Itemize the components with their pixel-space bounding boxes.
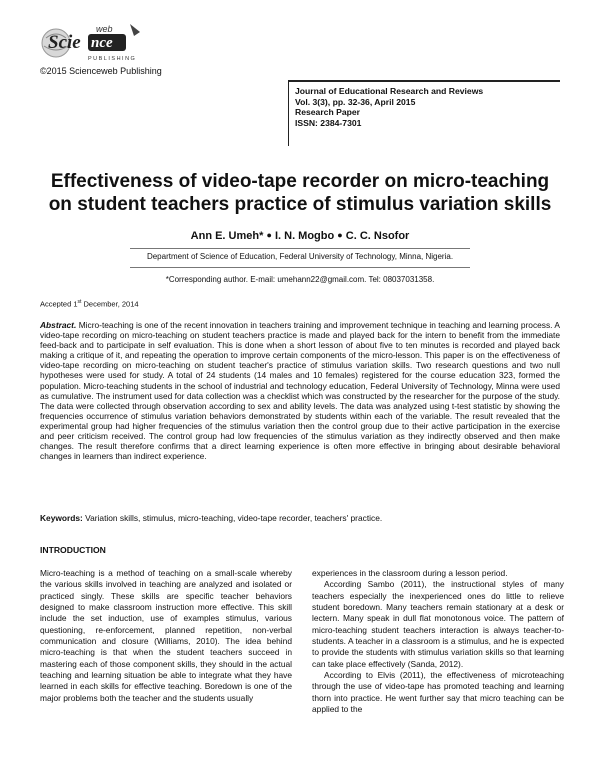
svg-text:Scie: Scie: [48, 32, 81, 53]
svg-text:web: web: [96, 24, 113, 34]
box-left-rule: [288, 80, 289, 146]
article-type: Research Paper: [295, 107, 360, 117]
body-column-left: [40, 568, 292, 704]
author-separator: ●: [337, 230, 343, 240]
divider-middle: [130, 267, 470, 268]
body-paragraph: Micro-teaching is a method of teaching on a small-scale whereby the various skills involved in teaching are analyzed and isolated or practiced singly. These skills are specific teacher behaviors designed to make classroom instruction more effective. This skill include the set induction, use of examples stimulus, various questioning, re-enforcement, planned repetition, non-verbal communication and closure (Williams, 2010). The idea behind micro-teaching is that when the student teachers succeed in mastering each of those component skills, they should in the actual teaching and learning situation be able to integrate what they have learned in each skills for effective teaching. Boredown is one of the major problems both the teacher and the students usually: [40, 568, 292, 703]
author-list: [40, 230, 560, 242]
author-3: C. C. Nsofor: [345, 230, 410, 242]
svg-text:PUBLISHING: PUBLISHING: [88, 56, 137, 62]
abstract: [40, 320, 560, 461]
scienceweb-logo: [38, 18, 158, 64]
title-line-2: on student teachers practice of stimulus variation skills: [48, 194, 552, 215]
body-column-right: [312, 568, 564, 715]
copyright-notice: ©2015 Scienceweb Publishing: [40, 66, 162, 76]
keywords-text: Variation skills, stimulus, micro-teaching, video-tape recorder, teachers' practice.: [85, 513, 383, 523]
journal-info-box: [288, 80, 560, 146]
title-line-1: Effectiveness of video-tape recorder on micro-teaching: [50, 171, 550, 192]
issn: ISSN: 2384-7301: [295, 117, 362, 128]
section-heading-introduction: INTRODUCTION: [40, 545, 106, 555]
author-affiliation: Department of Science of Education, Federal University of Technology, Minna, Nigeria.: [146, 252, 454, 261]
body-paragraph: experiences in the classroom during a lesson period.: [312, 568, 508, 578]
abstract-label: Abstract.: [40, 320, 77, 330]
accepted-date: Accepted 1st December, 2014: [40, 299, 139, 309]
keywords: [40, 513, 560, 523]
article-title: [40, 170, 560, 216]
divider-top: [130, 248, 470, 249]
abstract-text: Micro-teaching is one of the recent innovation in teachers training and improvement technique in teaching and learning process. A video-tape recording on micro-teaching on student teachers practice is made and played back for the intern to benefit from the immediate feed-back and to participate in self evaluation. This is done when a short lesson of about five to ten minutes is recorded and played back making a critique of it, and repeating the operation to improve certain components of the micro-lesson. This paper is on the effectiveness of video-tape recording on micro-teaching on student teacher's practice of stimulus variation skills. Two research questions and two null hypotheses were used for study. A total of 24 students (14 males and 10 females) registered for the course education 323, formed the population. Micro-teaching students in the school of industrial and technology education, Federal University of Technology, Minna were used as cumulative. The instrument used for data collection was a checklist which was constructed by the researcher for the purpose of the study. The data were collected through observation according to sex and ability levels. The data was analyzed using t-test statistic by showing the frequencies occurrence of stimulus variation behaviors demonstrated by students within each of the variable. The result revealed that the experimental group had higher frequencies of the stimulus variation then the control group due to their active participation in the exercise and peer criticism received. The control group had low frequencies of the stimulus variation as they indirectly observed and then make changes. The result therefore confirms that a direct learning experience is often more effective in bringing about desirable behavioral changes in learners than indirect experience.: [40, 320, 560, 462]
journal-name: Journal of Educational Research and Reviews: [295, 86, 484, 96]
author-2: I. N. Mogbo: [274, 230, 335, 242]
journal-volume: Vol. 3(3), pp. 32-36, April 2015: [295, 96, 416, 107]
author-separator: ●: [266, 230, 272, 240]
box-top-rule: [288, 80, 560, 82]
author-1: Ann E. Umeh*: [190, 230, 264, 242]
body-paragraph: According to Elvis (2011), the effectiveness of microteaching through the use of video-tape has promoted teaching and learning thorn into practice. He went further say that micro teaching can be applied to the: [312, 670, 564, 715]
body-paragraph: According Sambo (2011), the instructional styles of many teachers especially the inexperienced ones do little to relieve student boredown. Many teachers remain stationary at a desk or lectern. Many speak in dull flat monotonous voice. The pattern of micro-teaching student teachers interaction is always teacher-to-students. A teacher in a classroom is a stimulus, and he is expected to provide the students with stimulus variation skills so that learning can take place effectively (Sanda, 2012).: [312, 579, 564, 669]
svg-text:nce: nce: [91, 35, 113, 51]
corresponding-author: *Corresponding author. E-mail: umehann22@gmail.com. Tel: 08037031358.: [165, 275, 435, 284]
keywords-label: Keywords:: [40, 513, 83, 523]
